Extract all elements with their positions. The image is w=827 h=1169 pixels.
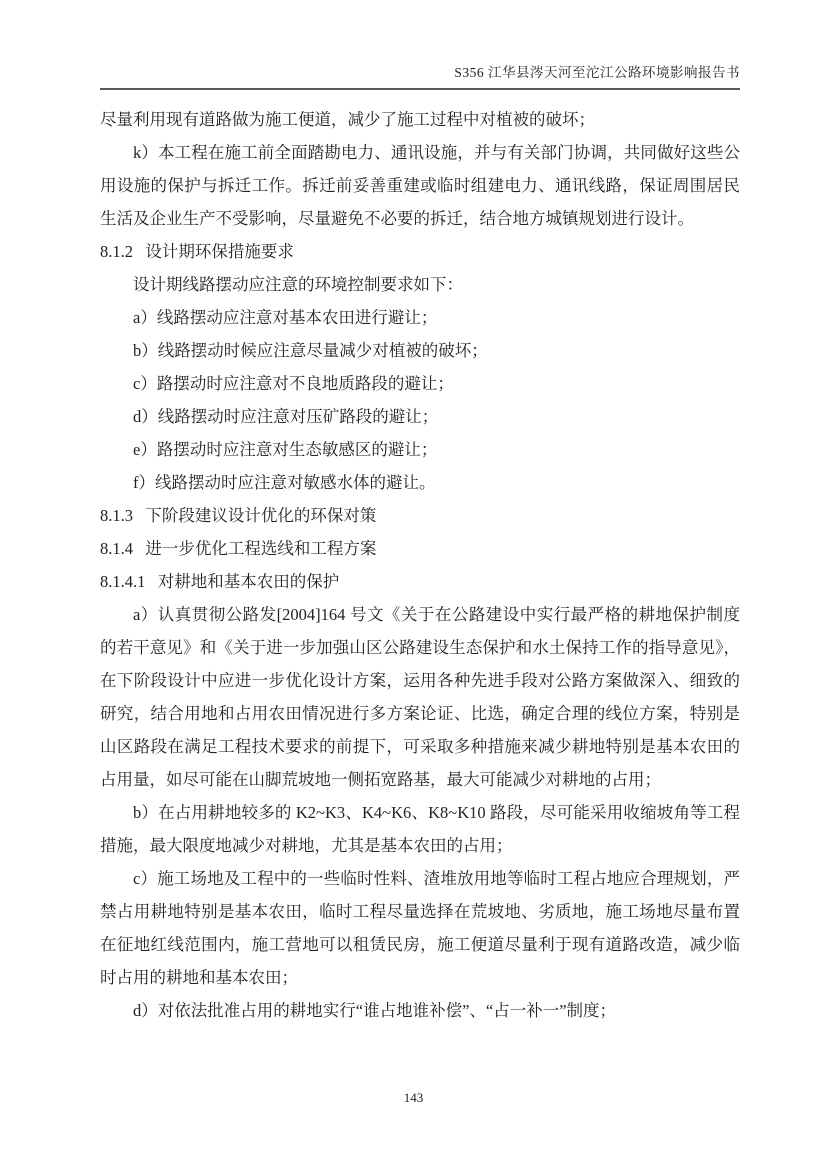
page-number: 143 [403,1090,424,1105]
section-heading [100,532,740,565]
paragraph: a）认真贯彻公路发[2004]164 号文《关于在公路建设中实行最严格的耕地保护制度的若干意见》和《关于进一步加强山区公路建设生态保护和水土保持工作的指导意见》，在下阶段设计中应进一步优化设计方案，运用各种先进手段对公路方案做深入、细致的研究，结合用地和占用农田情况进行多方案论证、比选，确定合理的线位方案，特别是山区路段在满足工程技术要求的前提下，可采取多种措施来减少耕地特别是基本农田的占用量，如尽可能在山脚荒坡地一侧拓宽路基，最大可能减少对耕地的占用； [100,605,740,789]
list-item: b）线路摆动时候应注意尽量减少对植被的破坏； [133,341,488,360]
list-item: d）线路摆动时应注意对压矿路段的避让； [133,407,439,426]
paragraph: 尽量利用现有道路做为施工便道，减少了施工过程中对植被的破坏； [100,110,595,129]
heading-number: 8.1.3 [100,506,133,525]
section-heading [100,235,740,268]
paragraph: k）本工程在施工前全面踏勘电力、通讯设施，并与有关部门协调，共同做好这些公用设施的保护与拆迁工作。拆迁前妥善重建或临时组建电力、通讯线路，保证周围居民生活及企业生产不受影响，尽量避免不必要的拆迁，结合地方城镇规划进行设计。 [100,143,740,228]
document-body [100,103,740,1027]
heading-text: 设计期环保措施要求 [145,242,294,261]
heading-number: 8.1.4 [100,539,133,558]
paragraph: d）对依法批准占用的耕地实行“谁占地谁补偿”、“占一补一”制度； [133,1001,617,1020]
heading-text: 对耕地和基本农田的保护 [157,572,340,591]
heading-text: 进一步优化工程选线和工程方案 [145,539,377,558]
paragraph: 设计期线路摆动应注意的环境控制要求如下： [133,275,463,294]
list-item: a）线路摆动应注意对基本农田进行避让； [133,308,438,327]
list-item: e）路摆动时应注意对生态敏感区的避让； [133,440,438,459]
section-heading [100,565,740,598]
list-item: f）线路摆动时应注意对敏感水体的避让。 [133,473,436,492]
paragraph: b）在占用耕地较多的 K2~K3、K4~K6、K8~K10 路段，尽可能采用收缩坡角等工程措施，最大限度地减少对耕地，尤其是基本农田的占用； [100,803,740,855]
paragraph: c）施工场地及工程中的一些临时性料、渣堆放用地等临时工程占地应合理规划，严禁占用耕地特别是基本农田，临时工程尽量选择在荒坡地、劣质地，施工场地尽量布置在征地红线范围内，施工营地可以租赁民房，施工便道尽量利于现有道路改造，减少临时占用的耕地和基本农田； [100,869,740,987]
heading-text: 下阶段建议设计优化的环保对策 [145,506,377,525]
heading-number: 8.1.2 [100,242,133,261]
heading-number: 8.1.4.1 [100,572,146,591]
list-item: c）路摆动时应注意对不良地质路段的避让； [133,374,454,393]
section-heading [100,499,740,532]
running-header-title: S356 江华县涔天河至沱江公路环境影响报告书 [100,63,740,90]
